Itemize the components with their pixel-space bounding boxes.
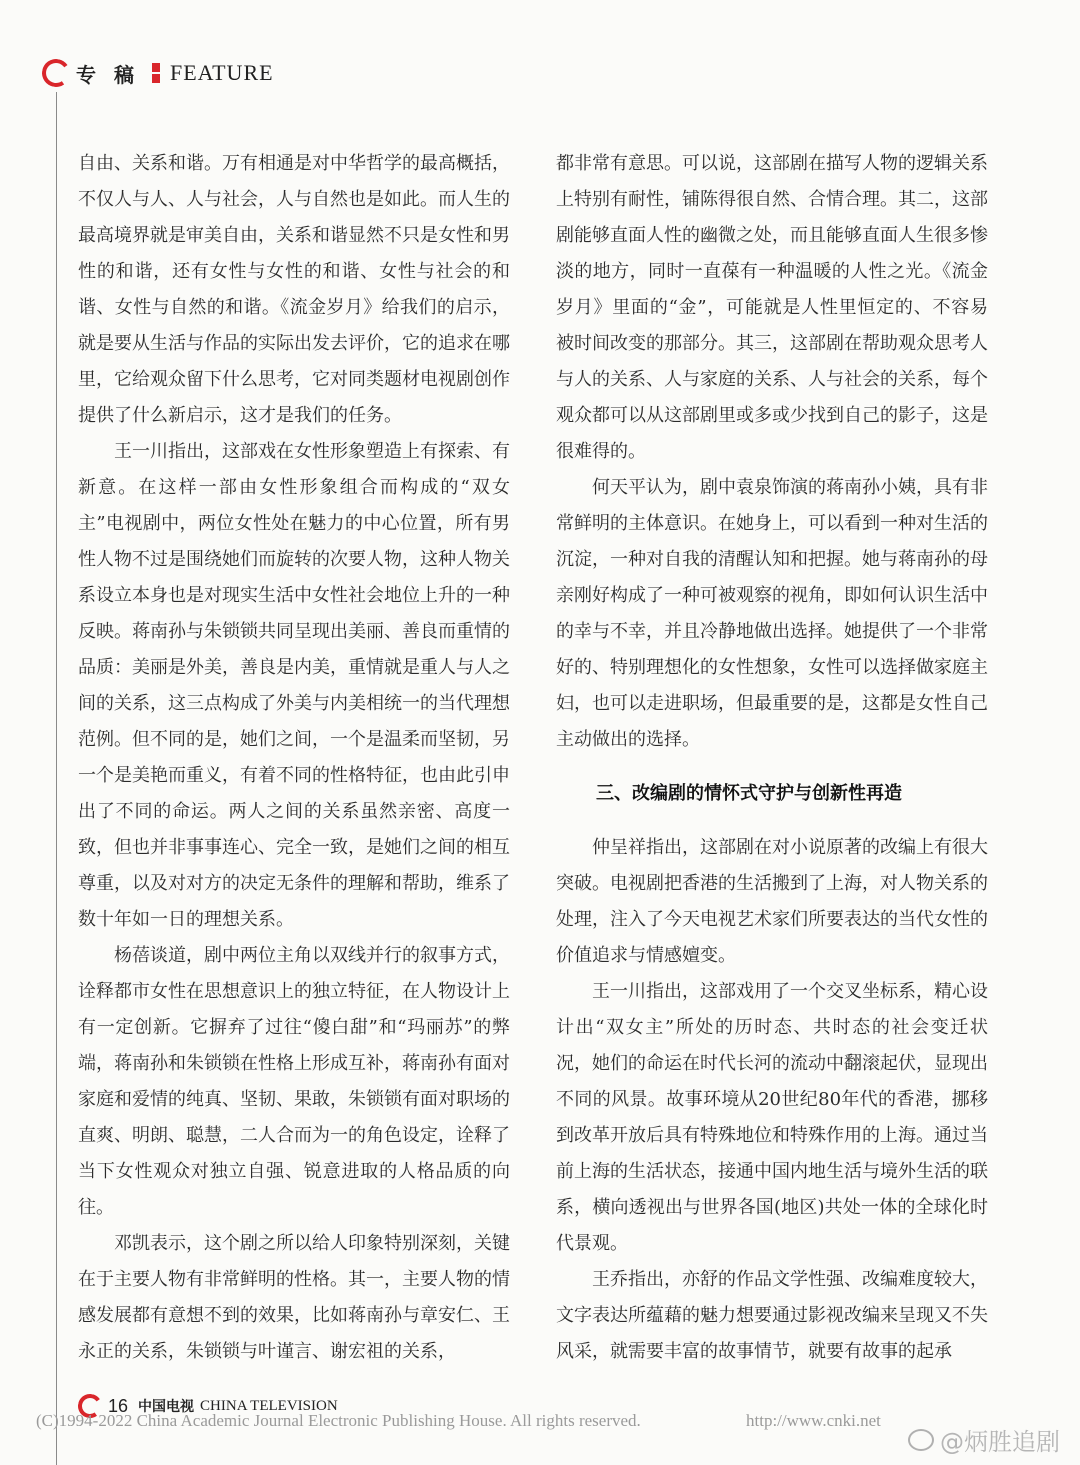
section-heading: 三、改编剧的情怀式守护与创新性再造 — [596, 783, 902, 804]
source-url: http://www.cnki.net — [746, 1411, 881, 1430]
section-header — [42, 58, 274, 88]
section-label-en: FEATURE — [170, 60, 274, 85]
section-divider-mark — [152, 63, 160, 83]
section-label-zh: 专稿 — [76, 62, 152, 87]
weibo-icon — [908, 1429, 934, 1451]
paragraph: 都非常有意思。可以说，这部剧在描写人物的逻辑关系上特别有耐性，铺陈得很自然、合情合理。其二，这部剧能够直面人性的幽微之处，而且能够直面人生很多惨淡的地方，同时一直葆有一种温暖的人性之光。《流金岁月》里面的“金”，可能就是人性里恒定的、不容易被时间改变的那部分。其三，这部剧在帮助观众思考人与人的关系、人与家庭的关系、人与社会的关系，每个观众都可以从这部剧里或多或少找到自己的影子，这是很难得的。 — [556, 153, 988, 462]
paragraph: 王一川指出，这部戏在女性形象塑造上有探索、有新意。在这样一部由女性形象组合而构成的“双女主”电视剧中，两位女性处在魅力的中心位置，所有男性人物不过是围绕她们而旋转的次要人物，这种人物关系设立本身也是对现实生活中女性社会地位上升的一种反映。蒋南孙与朱锁锁共同呈现出美丽、善良而重情的品质：美丽是外美，善良是内美，重情就是重人与人之间的关系，这三点构成了外美与内美相统一的当代理想范例。但不同的是，她们之间，一个是温柔而坚韧，另一个是美艳而重义，有着不同的性格特征，也由此引申出了不同的命运。两人之间的关系虽然亲密、高度一致，但也并非事事连心、完全一致，是她们之间的相互尊重，以及对对方的决定无条件的理解和帮助，维系了数十年如一日的理想关系。 — [78, 441, 510, 930]
paragraph: 王一川指出，这部戏用了一个交叉坐标系，精心设计出“双女主”所处的历时态、共时态的社会变迁状况，她们的命运在时代长河的流动中翻滚起伏，显现出不同的风景。故事环境从20世纪80年代的香港，挪移到改革开放后具有特殊地位和特殊作用的上海。通过当前上海的生活状态，接通中国内地生活与境外生活的联系，横向透视出与世界各国(地区)共处一体的全球化时代景观。 — [556, 981, 988, 1254]
paragraph: 何天平认为，剧中袁泉饰演的蒋南孙小姨，具有非常鲜明的主体意识。在她身上，可以看到一种对生活的沉淀，一种对自我的清醒认知和把握。她与蒋南孙的母亲刚好构成了一种可被观察的视角，即如何认识生活中的幸与不幸，并且冷静地做出选择。她提供了一个非常好的、特别理想化的女性想象，女性可以选择做家庭主妇，也可以走进职场，但最重要的是，这都是女性自己主动做出的选择。 — [556, 477, 988, 750]
left-column — [78, 146, 510, 1370]
paragraph: 自由、关系和谐。万有相通是对中华哲学的最高概括，不仅人与人、人与社会，人与自然也是如此。而人生的最高境界就是审美自由，关系和谐显然不只是女性和男性的和谐，还有女性与女性的和谐、女性与社会的和谐、女性与自然的和谐。《流金岁月》给我们的启示，就是要从生活与作品的实际出发去评价，它的追求在哪里，它给观众留下什么思考，它对同类题材电视剧创作提供了什么新启示，这才是我们的任务。 — [78, 153, 510, 426]
magazine-c-logo-icon — [42, 59, 70, 87]
magazine-name-zh: 中国电视 — [138, 1399, 195, 1415]
watermark-text: @炳胜追剧 — [940, 1428, 1060, 1456]
magazine-name-en: CHINA TELEVISION — [200, 1397, 338, 1414]
paragraph: 杨蓓谈道，剧中两位主角以双线并行的叙事方式，诠释都市女性在思想意识上的独立特征，在人物设计上有一定创新。它摒弃了过往“傻白甜”和“玛丽苏”的弊端，蒋南孙和朱锁锁在性格上形成互补，蒋南孙有面对家庭和爱情的纯真、坚韧、果敢，朱锁锁有面对职场的直爽、明朗、聪慧，二人合而为一的角色设定，诠释了当下女性观众对独立自强、锐意进取的人格品质的向往。 — [78, 945, 510, 1218]
paragraph: 仲呈祥指出，这部剧在对小说原著的改编上有很大突破。电视剧把香港的生活搬到了上海，对人物关系的处理，注入了今天电视艺术家们所要表达的当代女性的价值追求与情感嬗变。 — [556, 837, 988, 966]
page-number: 16 — [108, 1395, 129, 1416]
paragraph: 邓凯表示，这个剧之所以给人印象特别深刻，关键在于主要人物有非常鲜明的性格。其一，主要人物的情感发展都有意想不到的效果，比如蒋南孙与章安仁、王永正的关系，朱锁锁与叶谨言、谢宏祖的关系， — [78, 1233, 510, 1362]
watermark — [908, 1422, 1060, 1457]
margin-rule — [56, 92, 57, 1465]
right-column — [556, 146, 988, 1370]
paragraph: 王乔指出，亦舒的作品文学性强、改编难度较大，文字表达所蕴藉的魅力想要通过影视改编来呈现又不失风采，就需要丰富的故事情节，就要有故事的起承 — [556, 1269, 988, 1362]
copyright-notice: (C)1994-2022 China Academic Journal Electronic Publishing House. All rights reserved. — [36, 1411, 641, 1430]
